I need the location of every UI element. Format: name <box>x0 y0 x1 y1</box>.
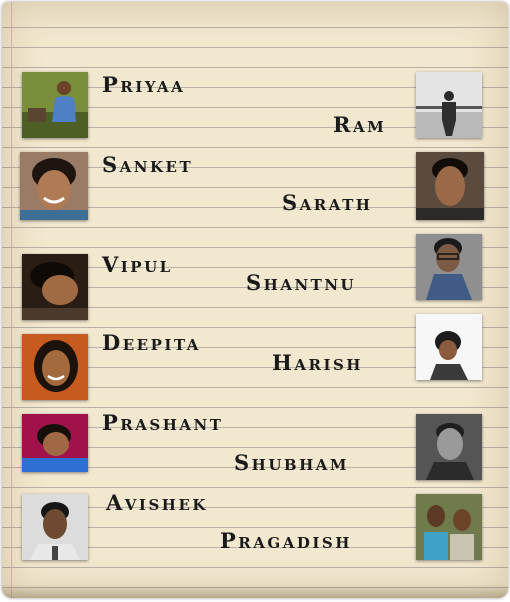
photo-avishek <box>22 494 88 560</box>
name-prashant: Prashant <box>102 410 224 435</box>
margin-line <box>11 2 12 598</box>
photo-shubham <box>416 414 482 480</box>
name-pragadish: Pragadish <box>220 528 352 553</box>
photo-ram <box>416 72 482 138</box>
name-ram: Ram <box>333 112 387 137</box>
photo-harish <box>416 314 482 380</box>
name-sanket: Sanket <box>102 152 194 177</box>
photo-deepita <box>22 334 88 400</box>
photo-sarath <box>416 152 484 220</box>
name-shubham: Shubham <box>234 450 350 475</box>
name-priyaa: Priyaa <box>102 72 186 97</box>
photo-sanket <box>20 152 88 220</box>
name-harish: Harish <box>272 350 363 375</box>
name-avishek: Avishek <box>106 490 208 515</box>
name-vipul: Vipul <box>102 252 173 277</box>
name-deepita: Deepita <box>102 330 201 355</box>
name-shantnu: Shantnu <box>246 270 357 295</box>
photo-vipul <box>22 254 88 320</box>
photo-pragadish <box>416 494 482 560</box>
name-sarath: Sarath <box>282 190 373 215</box>
photo-prashant <box>22 414 88 472</box>
photo-shantnu <box>416 234 482 300</box>
notebook-page <box>2 2 508 598</box>
photo-priyaa <box>22 72 88 138</box>
